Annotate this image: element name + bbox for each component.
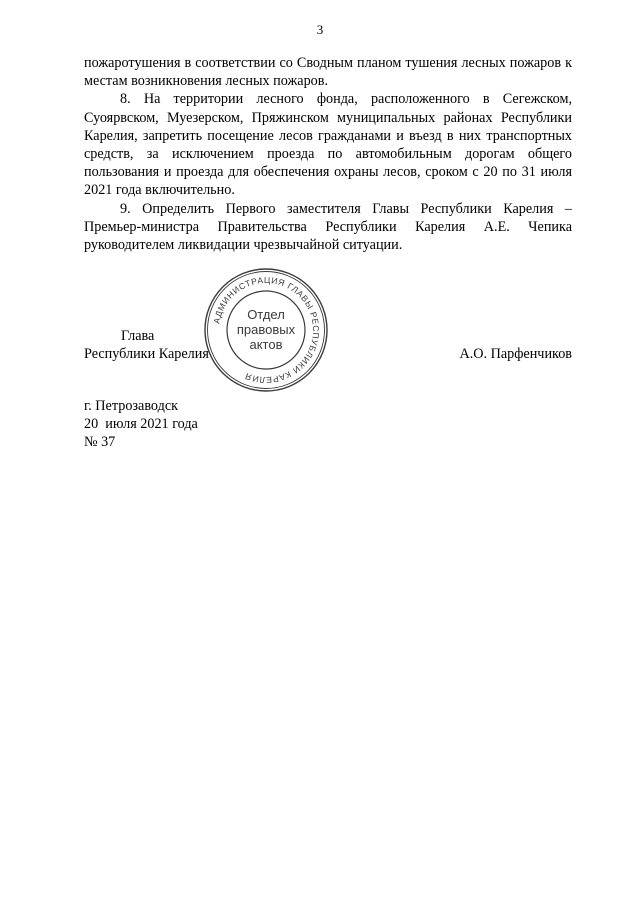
stamp-line3: актов xyxy=(249,337,283,352)
stamp-line2: правовых xyxy=(236,322,296,337)
signatory-title-line2: Республики Карелия xyxy=(84,346,209,362)
page-number: 3 xyxy=(316,22,324,37)
stamp-ring-text: АДМИНИСТРАЦИЯ ГЛАВЫ РЕСПУБЛИКИ КАРЕЛИЯ xyxy=(211,274,322,386)
paragraph-item-9: 9. Определить Первого заместителя Главы Республики Карелия – Премьер-министра Правительства Республики Карелия А.Е. Чепика руководителем ликвидации чрезвычайной ситуации. xyxy=(84,200,572,254)
paragraph-item-8: 8. На территории лесного фонда, расположенного в Сегежском, Суоярвском, Муезерском, Пряжинском муниципальных районах Республики Карелия, запретить посещение лесов гражданами и въезд в них транспортных средств, за исключением проезда по автомобильным дорогам общего пользования и проезда для обеспечения охраны лесов, сроком с 20 по 31 июля 2021 года включительно. xyxy=(84,91,572,199)
place-date-block xyxy=(84,397,198,452)
stamp-line1: Отдел xyxy=(247,307,285,322)
official-stamp xyxy=(202,266,330,394)
signatory-title-line1: Глава xyxy=(121,328,155,344)
signatory-name: А.О. Парфенчиков xyxy=(459,346,572,362)
document-body xyxy=(84,54,572,254)
document-number: № 37 xyxy=(84,434,116,451)
city: г. Петрозаводск xyxy=(84,398,179,414)
document-date: 20 июля 2021 года xyxy=(84,416,198,433)
paragraph-continuation: пожаротушения в соответствии со Сводным планом тушения лесных пожаров к местам возникновения лесных пожаров. xyxy=(84,55,572,90)
